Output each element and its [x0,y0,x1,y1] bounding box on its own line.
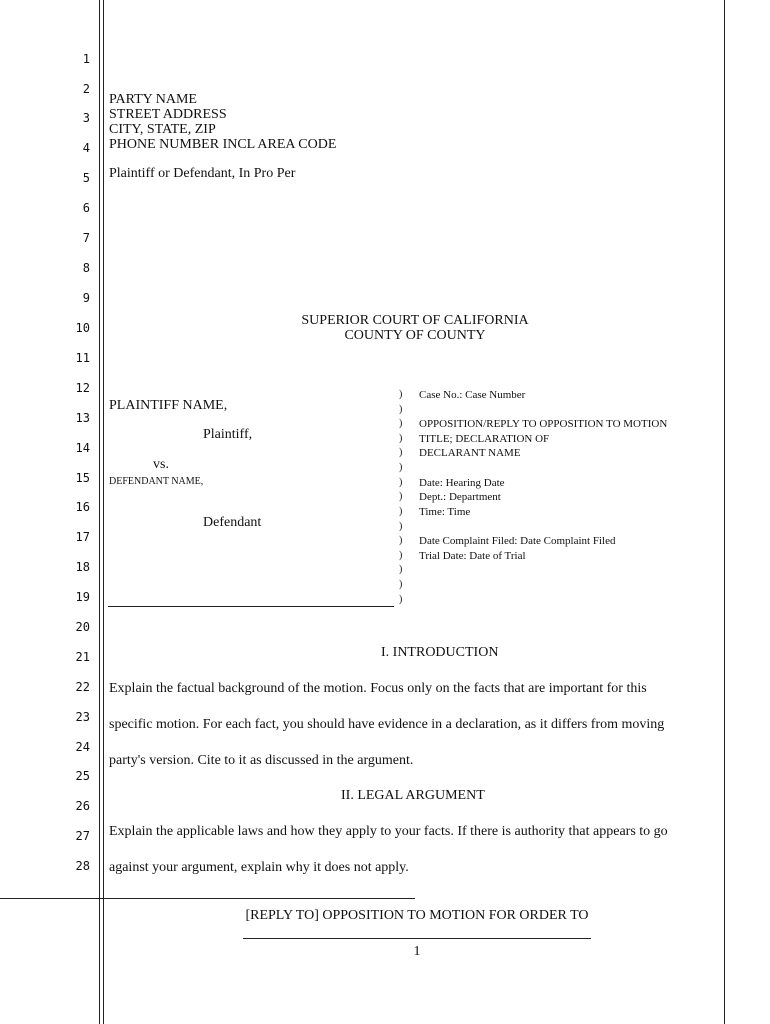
line-number: 16 [75,500,90,514]
line-number: 24 [75,740,90,754]
left-margin-rule [99,0,100,1024]
plaintiff-label: Plaintiff, [203,427,253,442]
caption-underline [108,606,394,607]
party-name: PARTY NAME [109,92,197,107]
hearing-date: Date: Hearing Date [419,477,505,489]
line-number: 8 [82,261,90,275]
paragraph-line: specific motion. For each fact, you should have evidence in a declaration, as it differs from moving [109,717,665,732]
line-number: 10 [75,321,90,335]
line-number: 28 [75,859,90,873]
line-number: 19 [75,590,90,604]
paren: ) [399,433,403,444]
paren: ) [399,491,403,502]
line-number: 4 [82,141,90,155]
right-margin-rule [724,0,725,1024]
footer-title-rule [243,938,591,939]
paren: ) [399,521,403,532]
court-county: COUNTY OF COUNTY [344,328,486,343]
page-number: 1 [413,944,421,959]
court-name: SUPERIOR COURT OF CALIFORNIA [301,313,529,328]
paren: ) [399,477,403,488]
paren: ) [399,506,403,517]
plaintiff-name: PLAINTIFF NAME, [109,398,228,413]
line-number: 26 [75,799,90,813]
paren: ) [399,535,403,546]
line-number: 9 [82,291,90,305]
paren: ) [399,579,403,590]
line-number: 27 [75,829,90,843]
versus: vs. [153,457,169,472]
line-number: 17 [75,530,90,544]
department: Dept.: Department [419,491,501,503]
document-title-line: DECLARANT NAME [419,447,521,459]
line-number: 20 [75,620,90,634]
trial-date: Trial Date: Date of Trial [419,550,526,562]
line-number: 5 [82,171,90,185]
paren: ) [399,447,403,458]
line-number: 15 [75,471,90,485]
city-state-zip: CITY, STATE, ZIP [109,122,216,137]
line-number: 13 [75,411,90,425]
paren: ) [399,594,403,605]
document-title-line: OPPOSITION/REPLY TO OPPOSITION TO MOTION [419,418,668,430]
defendant-label: Defendant [203,515,262,530]
line-number: 23 [75,710,90,724]
footer-title: [REPLY TO] OPPOSITION TO MOTION FOR ORDER TO [245,908,589,923]
line-number: 2 [82,82,90,96]
section-heading-legal-argument: II. LEGAL ARGUMENT [341,788,485,803]
line-number: 12 [75,381,90,395]
hearing-time: Time: Time [419,506,471,518]
phone-number: PHONE NUMBER INCL AREA CODE [109,137,337,152]
paren: ) [399,418,403,429]
case-number: Case No.: Case Number [419,389,526,401]
line-number: 3 [82,111,90,125]
defendant-name: DEFENDANT NAME, [109,476,204,487]
paragraph-line: party's version. Cite to it as discussed in the argument. [109,753,414,768]
line-number: 14 [75,441,90,455]
paragraph-line: against your argument, explain why it does not apply. [109,860,409,875]
paren: ) [399,550,403,561]
street-address: STREET ADDRESS [109,107,227,122]
paren: ) [399,564,403,575]
section-heading-introduction: I. INTRODUCTION [381,645,499,660]
complaint-filed-date: Date Complaint Filed: Date Complaint Filed [419,535,616,547]
line-number: 22 [75,680,90,694]
paren: ) [399,462,403,473]
party-role: Plaintiff or Defendant, In Pro Per [109,166,296,181]
footer-rule [0,898,415,899]
line-number: 18 [75,560,90,574]
line-number: 6 [82,201,90,215]
line-number: 21 [75,650,90,664]
left-margin-rule-inner [103,0,104,1024]
paren: ) [399,389,403,400]
document-title-line: TITLE; DECLARATION OF [419,433,550,445]
line-number: 7 [82,231,90,245]
paragraph-line: Explain the applicable laws and how they apply to your facts. If there is authority that appears to go [109,824,668,839]
line-number: 25 [75,769,90,783]
paren: ) [399,404,403,415]
line-number: 11 [75,351,90,365]
paragraph-line: Explain the factual background of the motion. Focus only on the facts that are important for this [109,681,647,696]
line-number: 1 [82,52,90,66]
